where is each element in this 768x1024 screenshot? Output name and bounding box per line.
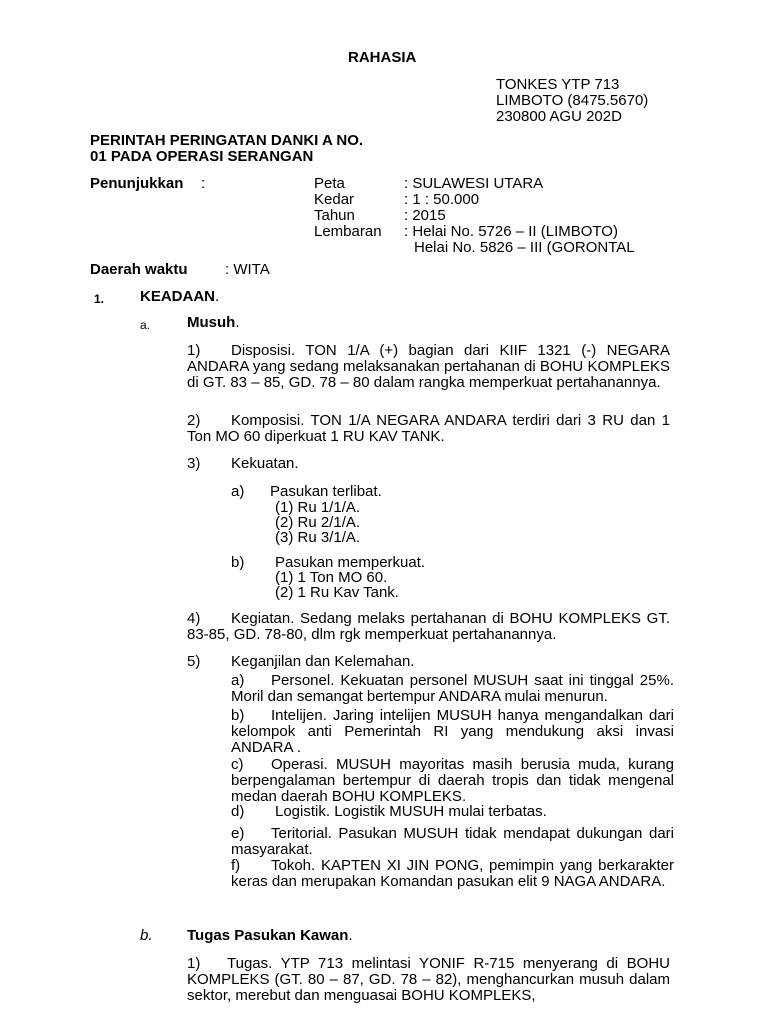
- item-3b-line-1: (1) 1 Ton MO 60.: [275, 569, 388, 586]
- subsection-b-number: b.: [140, 927, 153, 944]
- item-3a-number: a): [231, 483, 245, 500]
- item-5e-text: Teritorial. Pasukan MUSUH tidak mendapat dukungan dari masyarakat.: [231, 825, 674, 858]
- item-5f-text: Tokoh. KAPTEN XI JIN PONG, pemimpin yang berkarakter keras dan merupakan Komandan pasukan elit 9 NAGA ANDARA.: [231, 857, 674, 890]
- item-3b-text: Pasukan memperkuat.: [275, 554, 426, 571]
- item-5d-number: d): [231, 803, 245, 820]
- item-3-number: 3): [187, 455, 201, 472]
- tugas-1-text: Tugas. YTP 713 melintasi YONIF R-715 menyerang di BOHU KOMPLEKS (GT. 80 – 87, GD. 78 – 82), menghancurkan musuh dalam sektor, merebut dan menguasai BOHU KOMPLEKS,: [187, 955, 670, 1004]
- item-5e-number: e): [231, 825, 245, 842]
- item-5b-text: Intelijen. Jaring intelijen MUSUH hanya mengandalkan dari kelompok anti Pemerintah RI yang mendukung aksi invasi ANDARA .: [231, 707, 674, 756]
- item-1-number: 1): [187, 342, 201, 359]
- item-3b-line-2: (2) 1 Ru Kav Tank.: [275, 584, 399, 601]
- item-5-number: 5): [187, 653, 201, 670]
- subsection-a-dot: .: [235, 314, 240, 331]
- location-line: LIMBOTO (8475.5670): [496, 92, 649, 109]
- subsection-a-number: a.: [140, 318, 151, 332]
- item-3a-text: Pasukan terlibat.: [270, 483, 382, 500]
- item-4-text: Kegiatan. Sedang melaks pertahanan di BOHU KOMPLEKS GT. 83-85, GD. 78-80, dlm rgk memperkuat pertahanannya.: [187, 610, 670, 643]
- document-title-line1: PERINTAH PERINGATAN DANKI A NO.: [90, 132, 364, 149]
- item-4-number: 4): [187, 610, 201, 627]
- item-2-number: 2): [187, 412, 201, 429]
- item-3a-line-2: (2) Ru 2/1/A.: [275, 514, 361, 531]
- ref-key-kedar: Kedar: [314, 191, 355, 208]
- subsection-b-title: Tugas Pasukan Kawan: [187, 927, 349, 944]
- item-5c-text: Operasi. MUSUH mayoritas masih berusia muda, kurang berpengalaman bertempur di daerah tropis dan tidak mengenal medan daerah BOHU KOMPLEKS.: [231, 756, 674, 805]
- item-3a-line-3: (3) Ru 3/1/A.: [275, 529, 361, 546]
- dtg-line: 230800 AGU 202D: [496, 108, 622, 125]
- timezone-value: : WITA: [225, 261, 270, 278]
- item-3-text: Kekuatan.: [231, 455, 299, 472]
- ref-value-lembaran-2: Helai No. 5826 – III (GORONTAL: [414, 239, 635, 256]
- item-3b-number: b): [231, 554, 245, 571]
- subsection-a-heading: [187, 315, 240, 331]
- tugas-1-number: 1): [187, 955, 201, 972]
- reference-label: Penunjukkan: [90, 175, 184, 192]
- section-1-heading: [140, 289, 219, 305]
- ref-value-kedar: : 1 : 50.000: [404, 191, 480, 208]
- ref-key-peta: Peta: [314, 175, 345, 192]
- ref-value-lembaran: : Helai No. 5726 – II (LIMBOTO): [404, 223, 618, 240]
- subsection-b-dot: .: [348, 927, 353, 944]
- timezone-label: Daerah waktu: [90, 261, 188, 278]
- document-title-line2: 01 PADA OPERASI SERANGAN: [90, 148, 314, 165]
- item-5a-text: Personel. Kekuatan personel MUSUH saat ini tinggal 25%. Moril dan semangat bertempur ANDARA mulai menurun.: [231, 672, 674, 705]
- reference-colon: :: [201, 175, 206, 192]
- ref-value-peta: : SULAWESI UTARA: [404, 175, 544, 192]
- item-5c-number: c): [231, 756, 244, 773]
- subsection-b-heading: [187, 928, 353, 944]
- item-5a-number: a): [231, 672, 245, 689]
- section-1-dot: .: [215, 288, 220, 305]
- ref-value-tahun: : 2015: [404, 207, 446, 224]
- item-2-text: Komposisi. TON 1/A NEGARA ANDARA terdiri dari 3 RU dan 1 Ton MO 60 diperkuat 1 RU KAV TANK.: [187, 412, 670, 445]
- ref-key-tahun: Tahun: [314, 207, 355, 224]
- item-3a-line-1: (1) Ru 1/1/A.: [275, 499, 361, 516]
- item-5b-number: b): [231, 707, 245, 724]
- unit-line: TONKES YTP 713: [496, 76, 620, 93]
- section-1-title: KEADAAN: [140, 288, 215, 305]
- subsection-a-title: Musuh: [187, 314, 236, 331]
- item-1-text: Disposisi. TON 1/A (+) bagian dari KIIF 1321 (-) NEGARA ANDARA yang sedang melaksanakan pertahanan di BOHU KOMPLEKS di GT. 83 – 85, GD. 78 – 80 dalam rangka memperkuat pertahanannya.: [187, 342, 670, 391]
- section-1-number: 1.: [94, 292, 105, 306]
- classification-label: RAHASIA: [348, 49, 417, 66]
- ref-key-lembaran: Lembaran: [314, 223, 382, 240]
- item-5f-number: f): [231, 857, 241, 874]
- item-5d-text: Logistik. Logistik MUSUH mulai terbatas.: [275, 803, 547, 820]
- item-5-text: Keganjilan dan Kelemahan.: [231, 653, 415, 670]
